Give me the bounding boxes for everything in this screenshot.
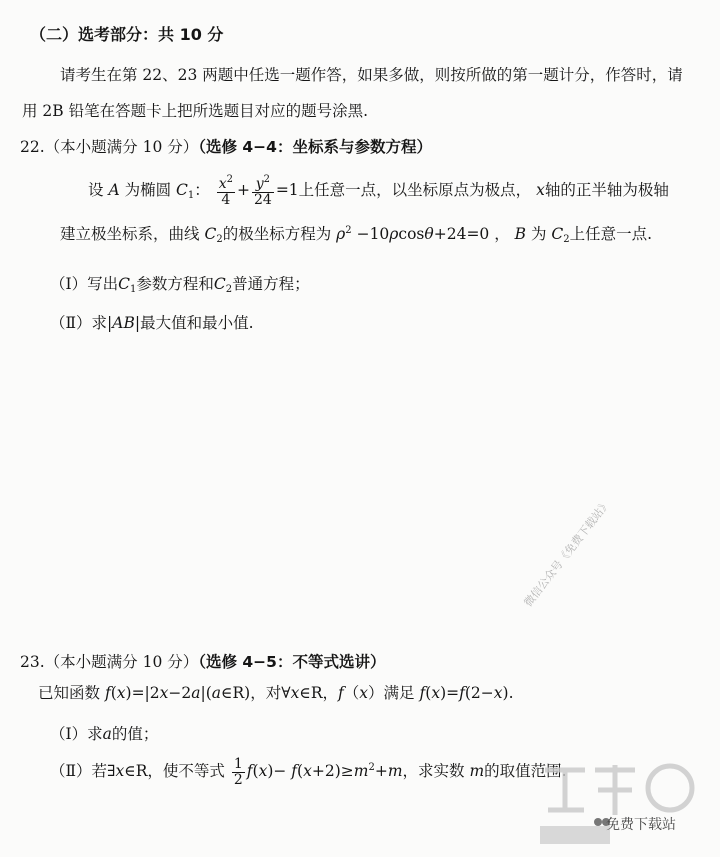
q22-text: 轴的正半轴为极轴 [544,181,669,199]
q22-text: 的极坐标方程为 [222,225,332,243]
watermark-diagonal: 微信公众号《免费下载站》 [521,497,614,610]
q22-text: （Ⅱ）求 [50,314,108,332]
q23-text: 已知函数 [38,684,101,702]
instructions-line-2: 用 2B 铅笔在答题卡上把所选题目对应的题号涂黑. [22,102,369,120]
q22-body-line-2: 建立极坐标系，曲线 $C_2$的极坐标方程为 $\rho^2 -10\rho\cos\theta+24=0$ ， B 为 $C_2$上任意一点. [60,225,653,245]
q22-text: 设 [88,181,104,199]
q22-topic: （选修 4−4：坐标系与参数方程） [198,138,432,156]
q22-text: （Ⅰ）写出 [50,275,119,293]
section-header: （二）选考部分：共 10 分 [30,25,224,44]
q22-text: 建立极坐标系，曲线 [60,225,200,243]
q22-body-line-1: 设 A 为椭圆 $C_1$： $\frac{x^2}{4}$ + $\frac{y^2}{24}$ =1上任意一点，以坐标原点为极点， x轴的正半轴为极轴 [88,173,669,208]
q22-part-2: （Ⅱ）求|AB|最大值和最小值. [50,314,254,332]
instructions-line-1: 请考生在第 22、23 两题中任选一题作答，如果多做，则按所做的第一题计分，作答时，请 [60,66,683,84]
q22-text: 最大值和最小值. [140,314,254,332]
q23-text: （Ⅰ）求 [50,725,103,743]
watermark-logo [540,760,710,850]
q23-part-2: （Ⅱ）若∃x∈R，使不等式 $\frac{1}{2}$ $f(x)- f(x+2)\ge m^2+m$，求实数 m的取值范围. [50,755,567,788]
watermark-logo-text: 免费下载站 [606,817,676,833]
q22-text: 上任意一点. [569,225,653,243]
q22-text: 上任意一点，以坐标原点为极点， [298,181,532,199]
q22-text: 普通方程； [232,275,310,293]
q23-text: 的取值范围. [484,762,567,780]
frac-x2-over-4: $\frac{x^2}{4}$ [218,173,233,208]
q23-text: ，使不等式 [147,762,225,780]
q23-text: ，求实数 [402,762,465,780]
q23-text: 的值； [111,725,159,743]
frac-one-half: $\frac{1}{2}$ [233,755,243,788]
q23-part-1: （Ⅰ）求a的值； [50,725,159,743]
q22-number-score: 22.（本小题满分 10 分） [20,138,199,156]
q23-number-score: 23.（本小题满分 10 分） [20,653,199,671]
q22-text: 参数方程和 [136,275,214,293]
q22-header [20,135,432,157]
q23-topic: （选修 4−5：不等式选讲） [198,653,386,671]
q23-text: ，对 [250,684,282,702]
q22-part-1: （Ⅰ）写出$C_1$参数方程和$C_2$普通方程； [50,275,310,295]
q23-text: 满足 [383,684,415,702]
q23-body-line-1: 已知函数 f(x)=|2x−2a|(a∈R)，对∀x∈R，f（x）满足 f(x)=f(2−x). [38,684,514,702]
q23-header [20,650,385,672]
frac-y2-over-24: $\frac{y^2}{24}$ [253,173,272,208]
q23-text: （Ⅱ）若 [50,762,108,780]
